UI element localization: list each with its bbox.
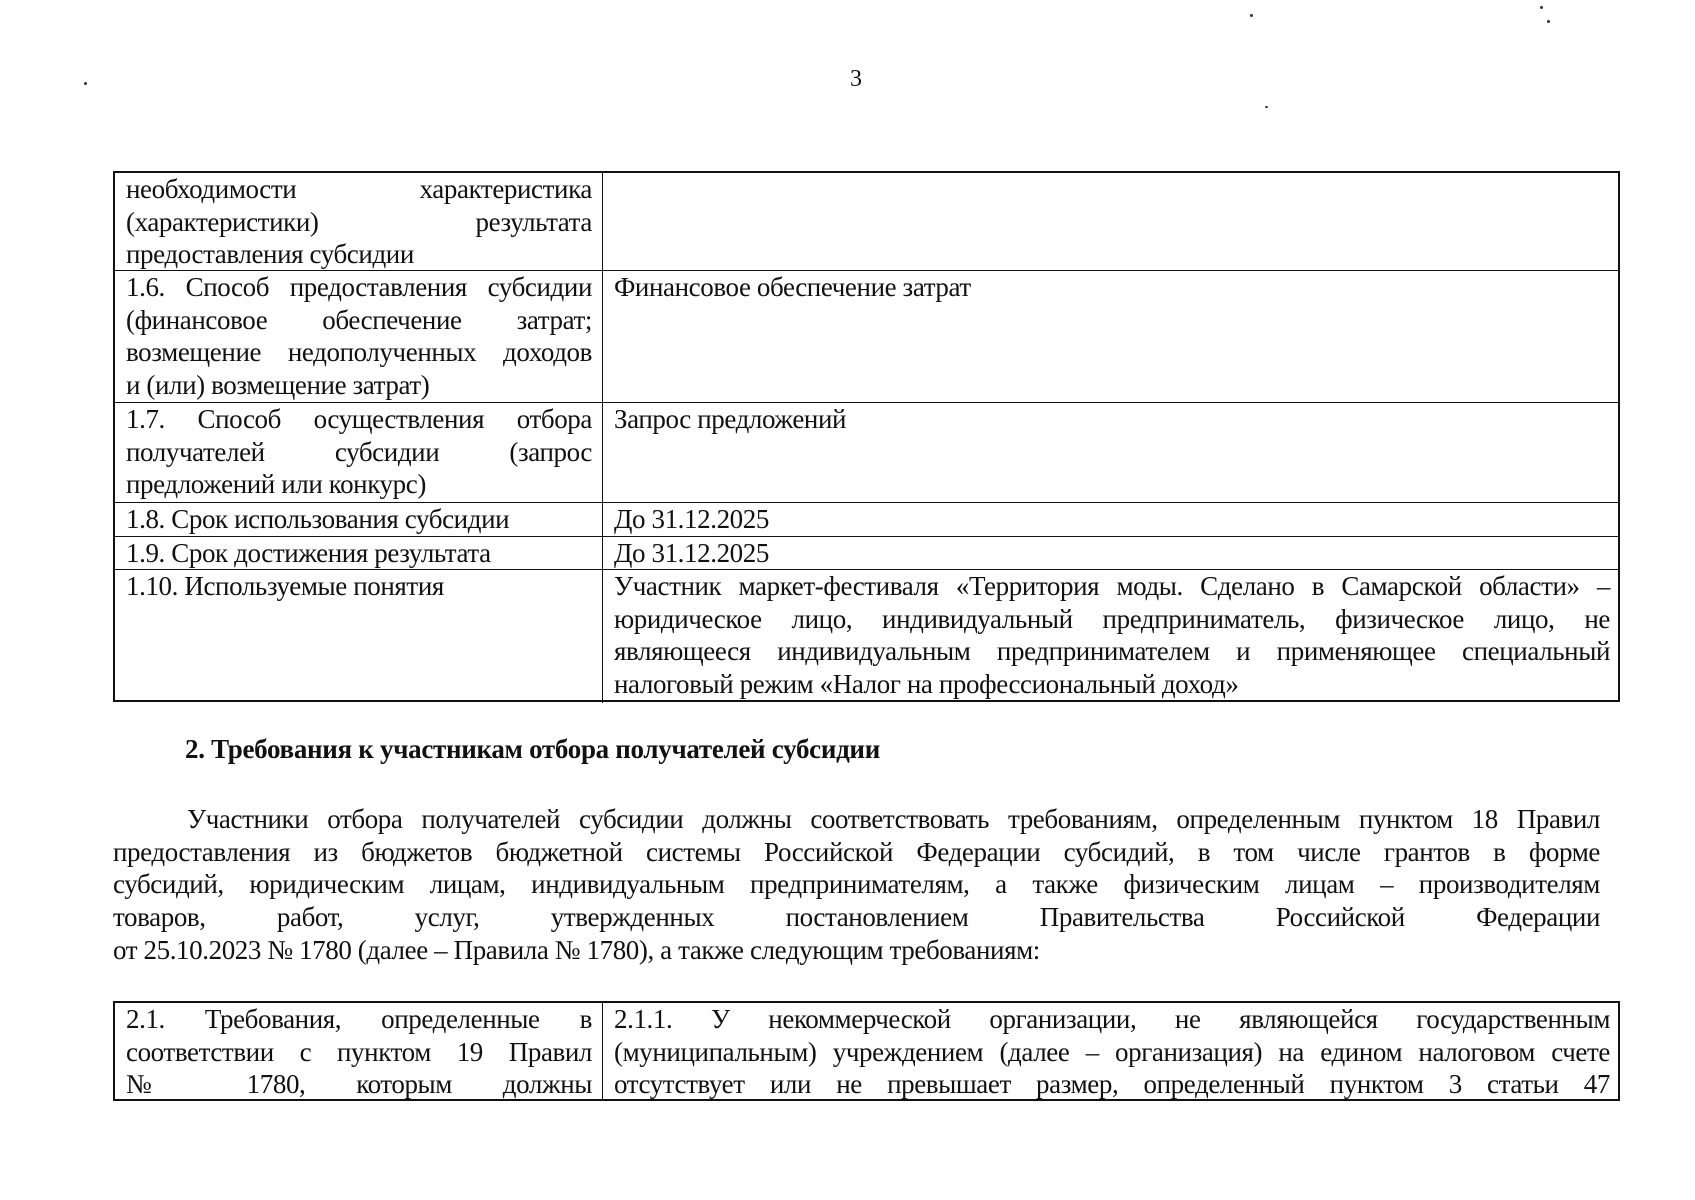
scan-speck	[1540, 6, 1543, 9]
scan-speck	[1250, 14, 1253, 17]
text-line: Участник маркет-фестиваля «Территория моды. Сделано в Самарской области» –	[614, 571, 1610, 601]
text-line: (финансовое обеспечение затрат;	[126, 304, 592, 335]
table-row	[115, 270, 1618, 403]
paragraph-line: субсидий, юридическим лицам, индивидуальным предпринимателям, а также физическим лицам – производителям	[113, 869, 1600, 900]
value-cell	[614, 403, 1610, 436]
paragraph-line: предоставления из бюджетов бюджетной системы Российской Федерации субсидий, в том числе грантов в форме	[113, 836, 1600, 867]
value-cell	[614, 537, 1610, 570]
label-cell	[126, 537, 592, 570]
text-line: возмещение недополученных доходов	[126, 337, 592, 368]
column-divider	[602, 271, 603, 403]
scan-speck	[84, 82, 87, 85]
label-cell	[126, 570, 592, 603]
text-line: получателей субсидии (запрос	[126, 436, 592, 467]
text-line: юридическое лицо, индивидуальный предприниматель, физическое лицо, не	[614, 603, 1610, 634]
text-line: и (или) возмещение затрат)	[126, 370, 430, 401]
text-line: До 31.12.2025	[614, 504, 769, 534]
label-cell	[126, 1003, 592, 1101]
text-line: 1.8. Срок использования субсидии	[126, 504, 510, 534]
column-divider	[602, 570, 603, 703]
table-row	[115, 1003, 1618, 1099]
label-cell	[126, 173, 592, 271]
table-row	[115, 402, 1618, 503]
paragraph-line: товаров, работ, услуг, утвержденных постановлением Правительства Российской Федерации	[113, 902, 1600, 933]
text-line: 1.7. Способ осуществления отбора	[126, 404, 592, 434]
table-row	[115, 536, 1618, 570]
column-divider	[602, 173, 603, 270]
label-cell	[126, 271, 592, 402]
paragraph-line: от 25.10.2023 № 1780 (далее – Правила № 1780), а также следующим требованиям:	[113, 934, 1040, 965]
text-line: 1.9. Срок достижения результата	[126, 538, 491, 568]
text-line: предложений или конкурс)	[126, 469, 426, 500]
text-line: До 31.12.2025	[614, 538, 769, 568]
table-row	[115, 173, 1618, 270]
column-divider	[602, 1003, 603, 1099]
page-number: 3	[850, 66, 862, 92]
value-cell	[614, 271, 1610, 304]
value-cell	[614, 1003, 1610, 1101]
text-line: предоставления субсидии	[126, 239, 414, 270]
subsidy-parameters-table	[113, 171, 1620, 702]
column-divider	[602, 537, 603, 570]
paragraph-line: Участники отбора получателей субсидии должны соответствовать требованиям, определенным пунктом 18 Правил	[187, 804, 1600, 834]
table-row	[115, 502, 1618, 537]
text-line: 1.6. Способ предоставления субсидии	[126, 272, 592, 302]
text-line: 1.10. Используемые понятия	[126, 571, 444, 601]
text-line: налоговый режим «Налог на профессиональный доход»	[614, 669, 1239, 700]
text-line: № 1780, которым должны	[126, 1069, 592, 1100]
requirements-table	[113, 1001, 1620, 1101]
text-line: Запрос предложений	[614, 404, 847, 434]
text-line: необходимости характеристика	[126, 174, 592, 204]
column-divider	[602, 403, 603, 503]
table-row	[115, 569, 1618, 703]
scan-speck	[1265, 106, 1268, 108]
scan-speck	[1547, 20, 1550, 23]
text-line: 2.1.1. У некоммерческой организации, не являющейся государственным	[614, 1004, 1610, 1034]
text-line: (характеристики) результата	[126, 206, 592, 237]
value-cell	[614, 503, 1610, 536]
text-line: соответствии с пунктом 19 Правил	[126, 1036, 592, 1067]
column-divider	[602, 503, 603, 537]
text-line: отсутствует или не превышает размер, определенный пунктом 3 статьи 47	[614, 1069, 1610, 1100]
text-line: (муниципальным) учреждением (далее – организация) на едином налоговом счете	[614, 1036, 1610, 1067]
text-line: Финансовое обеспечение затрат	[614, 272, 971, 302]
section-heading: 2. Требования к участникам отбора получателей субсидии	[185, 734, 880, 764]
label-cell	[126, 403, 592, 501]
text-line: являющееся индивидуальным предпринимателем и применяющее специальный	[614, 636, 1610, 667]
value-cell	[614, 570, 1610, 701]
label-cell	[126, 503, 592, 536]
text-line: 2.1. Требования, определенные в	[126, 1004, 592, 1034]
requirements-paragraph	[113, 803, 1600, 966]
